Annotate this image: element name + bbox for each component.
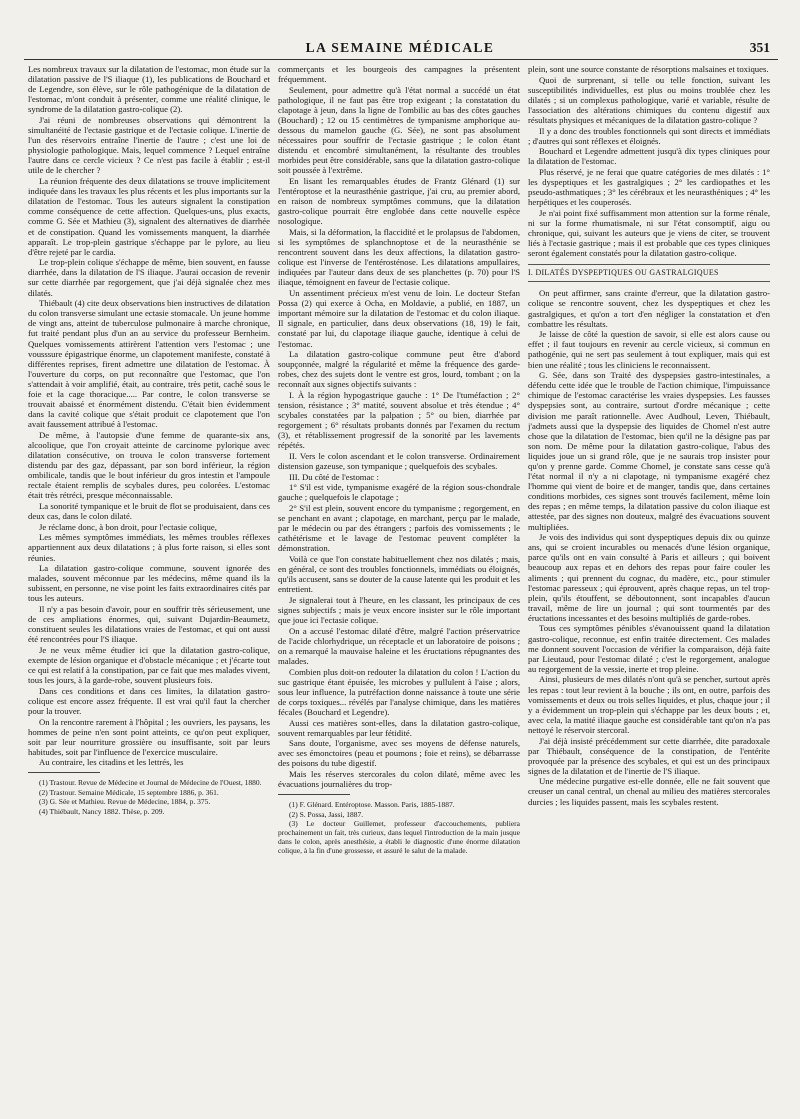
paragraph: commerçants et les bourgeois des campagnes la présentent fréquemment. (278, 64, 520, 85)
paragraph: Ainsi, plusieurs de mes dilatés n'ont qu'à se pencher, surtout après les repas : tout leur revient à la bouche ; ils ont, en outre, parfois des vomissements et deux ou trois selles liquides, et plus, chaque jour ; il y a évidemment un trop-plein qui s'échappe par les deux bouts ; et, avec cela, la matité iliaque gauche est considérable tant qu'on n'a pas nettoyé le réservoir stercoral. (528, 674, 770, 735)
paragraph: Je laisse de côté la question de savoir, si elle est alors cause ou effet ; il faut toujours en revenir au cercle vicieux, si commun en pathogénie, qui ne sert pas seulement à tout expliquer, mais qui est bien une réalité ; tous les cliniciens le reconnaissent. (528, 329, 770, 370)
paragraph: Il y a donc des troubles fonctionnels qui sont directs et immédiats ; d'autres qui sont réflexes et éloignés. (528, 125, 770, 146)
header-rule (24, 59, 778, 60)
paragraph: J'ai déjà insisté précédemment sur cette diarrhée, dite paradoxale par Thiébault, conséquence de la constipation, de l'entérite provoquée par la présence des scybales, et qui est un des principaux signes de la dilatation et de l'inertie de l'S iliaque. (528, 735, 770, 776)
paragraph: J'ai réuni de nombreuses observations qui démontrent la simultanéité de l'ectasie gastrique et de l'ectasie colique. L'inertie de l'un des réservoirs entraîne l'inertie de l'autre ; c'est une loi de physiologie pathologique. Mais, lequel commence ? Lequel entraîne l'autre dans ce cercle vicieux ? Ce n'est pas facile à établir ; est-il utile de le chercher ? (28, 114, 270, 176)
section-heading: I. DILATÉS DYSPEPTIQUES OU GASTRALGIQUES (528, 264, 770, 282)
footnote: (3) G. Sée et Mathieu. Revue de Médecine, 1884, p. 375. (39, 797, 211, 807)
footnote-rule (28, 772, 100, 773)
paragraph: Thiébault (4) cite deux observations bien instructives de dilatation du colon transverse simulant une ectasie stomacale. Un jeune homme de vingt ans, atteint de tuberculose pulmonaire à marche chronique, fut traité pendant plus d'un an au service du professeur Bernheim. Quelques vomissements attirèrent l'attention vers l'estomac ; une vousssure épigastrique énorme, un clapotement manifeste, constaté à différentes reprises, firent admettre une dilatation de l'estomac. À l'ouverture du corps, on put reconnaître que l'estomac, que l'on s'attendait à voir amplifié, était, au contraire, très petit, caché sous le foie et la cage thoracique..... Par contre, le colon transverse se trouvait abaissé et énormément distendu. C'était bien évidemment dans la cavité colique que s'était produit ce clapotement que l'on avait faussement attribué à l'estomac. (28, 298, 270, 430)
column-1-body (28, 64, 270, 767)
paragraph: La dilatation gastro-colique commune, souvent ignorée des malades, souvent méconnue par les médecins, même quand ils la subissent, en personne, ne vise point les faits extraordinaires cités par tous les auteurs. (28, 563, 270, 604)
paragraph: La dilatation gastro-colique commune peut être d'abord soupçonnée, malgré la régularité et même la fréquence des garde-robes, chez des sujets dont le ventre est gros, lourd, tombant ; on la reconnaît aux signes objectifs suivants : (278, 349, 520, 390)
footnote: (4) Thiébault, Nancy 1882. Thèse, p. 209. (39, 806, 165, 816)
footnote: (1) F. Glénard. Entéroptose. Masson. Paris, 1885-1887. (289, 800, 455, 810)
column-1 (28, 64, 270, 1104)
paragraph: On la rencontre rarement à l'hôpital ; les ouvriers, les paysans, les hommes de peine n'en sont point atteints, ce qu'on peut expliquer, soit par leur nourriture grossière ou insuffisante, soit par leurs habitudes, soit par l'influence de l'exercice musculaire. (28, 716, 270, 757)
paragraph: Seulement, pour admettre qu'à l'état normal a succédé un état pathologique, il ne faut pas être trop exigeant ; la constatation du clapotage à jeun, dans la ligne de l'ombilic au bas des côtes gauches (Bouchard) ; 12 ou 15 centimètres de tympanisme amphorique au-dessous du mamelon gauche (G. Sée), ne sont pas absolument nécessaires pour souffrir de l'ectasie gastrique ; le colon étant distendu et encombré simultanément, la résultante des troubles morbides peut être considérable, sans que la dilatation gastro-colique soit poussée à l'extrême. (278, 84, 520, 176)
page-number: 351 (749, 40, 770, 55)
paragraph: La sonorité tympanique et le bruit de flot se produisaient, dans ces deux cas, dans le colon dilaté. (28, 501, 270, 522)
paragraph: Combien plus doit-on redouter la dilatation du colon ! L'action du suc gastrique étant épuisée, les microbes y pullulent à l'aise ; alors, sous leur influence, la putréfaction donne naissance à toute une série de corps toxiques... révélés par l'analyse chimique, dans les matières fécales (Bouchard et Legendre). (278, 666, 520, 717)
paragraph: Voilà ce que l'on constate habituellement chez nos dilatés ; mais, en général, ce sont des troubles fonctionnels, immédiats ou éloignés, qu'ils accusent, sans se douter de la cause latente qui les produit et les entretient. (278, 554, 520, 595)
paragraph: Plus réservé, je ne ferai que quatre catégories de mes dilatés : 1° les dyspeptiques et les gastralgiques ; 2° les cardiopathes et les pseudo-asthmatiques ; 3° les cérébraux et les neurasthéniques ; 4° les herpétiques et les couperosés. (528, 166, 770, 208)
paragraph: G. Sée, dans son Traité des dyspepsies gastro-intestinales, a défendu cette idée que le trouble de l'action chimique, l'impuissance chimique de l'estomac caractérise les vraies dyspepsies. Les fausses dyspepsies sont, au contraire, surtout d'ordre mécanique ; cette division me paraît rationnelle. Avec Audhoul, Leven, Thiébault, j'admets aussi que la dyspepsie des liquides de Chomel n'est autre chose que la dilatation de l'estomac, bien qu'il ne la désigne pas par son nom. De même pour la dilatation gastro-colique, l'abus des liquides joue un si grand rôle, que je ne saurais trop insister pour qu'on y prenne garde. Comme Chomel, je constate sans cesse qu'à l'état normal il n'y a ni clapotage, ni tympanisme exagéré chez l'homme qui vient de boire et de manger, tandis que, dans certaines conditions morbides, ces signes sont trouvés facilement, même loin des repas ; en même temps, la dilatation passive du colon iliaque est attestée, par des signes non douteux, malgré des évacuations souvent multipliées. (528, 370, 770, 532)
footnotes (28, 778, 270, 816)
column-2 (278, 64, 520, 1104)
paragraph: III. Du côté de l'estomac : (289, 471, 379, 482)
paragraph: Je ne veux même étudier ici que la dilatation gastro-colique, exempte de lésion organique et d'obstacle mécanique ; et j'écarte tout ce qui est relatif à la constipation, par ce fait que mes malades vivent, tous les jours, à la garde-robe, souvent plusieurs fois. (28, 644, 270, 686)
paragraph: Une médecine purgative est-elle donnée, elle ne fait souvent que creuser un canal central, un chenal au milieu des matières stercorales durcies ; les liquides passent, mais les scybales restent. (528, 776, 770, 807)
paragraph: Sans doute, l'organisme, avec ses moyens de défense naturels, avec ses émonctoires (peau et poumons ; foie et reins), se débarrasse des poisons du tube digestif. (278, 738, 520, 769)
paragraph: Quoi de surprenant, si telle ou telle fonction, suivant les susceptibilités individuelles, est plus ou moins troublée chez les dilatés ; si un complexus pathologique, varié et variable, résulte de l'association des altérations chimiques du contenu digestif aux résultats physiques et mécaniques de la dilatation gastro-colique ? (528, 74, 770, 125)
paragraph: Tous ces symptômes pénibles s'évanouissent quand la dilatation gastro-colique, reconnue, est enfin traitée directement. Ces malades me donnent souvent l'occasion de vérifier la comparaison, déjà faite par Lieutaud, pour l'estomac dilaté ; c'est le regorgement, analogue au regorgement de la vessie, inerte et trop pleine. (528, 623, 770, 674)
paragraph: Je réclame donc, à bon droit, pour l'ectasie colique, (39, 521, 217, 532)
paragraph: II. Vers le colon ascendant et le colon transverse. Ordinairement distension gazeuse, son tympanique ; quelquefois des scybales. (278, 451, 520, 472)
column-2-body (278, 64, 520, 789)
footnote: (1) Trastour. Revue de Médecine et Journal de Médecine de l'Ouest, 1880. (39, 778, 262, 788)
paragraph: On peut affirmer, sans crainte d'erreur, que la dilatation gastro-colique se rencontre souvent, chez les dyspeptiques et chez les gastralgiques, et qu'on a tort d'en négliger la constatation et d'en combattre les résultats. (528, 288, 770, 329)
journal-title: LA SEMAINE MÉDICALE (305, 40, 495, 55)
paragraph: Je signalerai tout à l'heure, en les classant, les principaux de ces signes subjectifs ; mais je veux encore insister sur le rôle important que joue ici l'ectasie colique. (278, 594, 520, 626)
paragraph: Je vois des individus qui sont dyspeptiques depuis dix ou quinze ans, qui se croient incurables ou menacés d'une lésion organique, parce qu'ils ont en vain consulté à Paris et ailleurs ; qui boivent beaucoup aux repas et en dehors des repas pour faire couler les aliments ; qui prennent du cognac, du madère, etc., pour stimuler l'estomac paresseux ; qui éprouvent, après chaque repas, un tel trop-plein, qu'ils étouffent, se déboutonnent, sont incapables d'aucun travail, même de lire un journal ; qui sont tourmentés par des éructations incessantes et des besoins multipliés de garde-robes. (528, 532, 770, 623)
paragraph: Je n'ai point fixé suffisamment mon attention sur la forme rénale, ni sur la forme rhumatismale, ni sur l'état consomptif, aigu ou chronique, qui, suivant les auteurs que je viens de citer, se trouvent liés à l'ectasie gastrique ; mais il est probable que ces types cliniques seront également constatés pour la dilatation gastro-colique. (528, 207, 770, 259)
paragraph: En lisant les remarquables études de Frantz Glénard (1) sur l'entéroptose et la neurasthénie gastrique, j'ai cru, au premier abord, en raison de nombreux symptômes communs, que la dilatation gastro-colique pourrait être englobée dans cette nouvelle espèce nosologique. (278, 176, 520, 227)
footnote-rule (278, 794, 350, 795)
paragraph: Le trop-plein colique s'échappe de même, bien souvent, en fausse diarrhée, dans la dilatation de l'S iliaque. J'aurai occasion de revenir sur cette diarrhée par regorgement, que j'ai déjà signalée chez mes dilatés. (28, 257, 270, 298)
paragraph: De même, à l'autopsie d'une femme de quarante-six ans, alcoolique, que l'on croyait atteinte de carcinome pylorique avec dilatation consécutive, on trouva le colon transverse fortement distendu par des gaz, dépassant, par son bord inférieur, la région ombilicale, tandis que le bout inférieur du gros intestin et l'ampoule rectale étaient remplis de scybales dures, peu colorées. L'estomac était très rétréci, presque méconnaissable. (28, 429, 270, 501)
footnotes (278, 800, 520, 855)
paragraph: I. À la région hypogastrique gauche : 1° De l'tuméfaction ; 2° tension, résistance ; 3° matité, souvent absolue et très étendue ; 4° scybales constatées par la palpation ; 5° ou bien, diarrhée par regorgement ; 6° résultats probants donnés par l'examen du rectum (3), et rétablissement progressif de la sonorité par les lavements répétés. (278, 390, 520, 451)
paragraph: 2° S'il est plein, souvent encore du tympanisme ; regorgement, en se penchant en avant ; clapotage, en marchant, perçu par le malade, par le médecin ou par des étrangers ; parfois des vomissements ; le cathétérisme et le lavage de l'estomac peuvent compléter la démonstration. (278, 503, 520, 554)
paragraph: La réunion fréquente des deux dilatations se trouve implicitement indiquée dans les travaux les plus récents et les plus importants sur la dilatation de l'estomac. Tous les auteurs signalent la constipation comme conséquence de cette affection. Quelques-uns, plus exacts, comme G. Sée et Mathieu (3), signalent des alternatives de diarrhée et de constipation. Quand les vomissements manquent, la diarrhée apparaît. Le trop-plein gastrique s'échappe par le pylore, au lieu d'être rejeté par le cardia. (28, 176, 270, 257)
paragraph: Il n'y a pas besoin d'avoir, pour en souffrir très sérieusement, une de ces ampliations énormes, qui, suivant Dujardin-Beaumetz, constituent seules les dilatations vraies de l'estomac, et qui ont aussi été rencontrées pour l'S iliaque. (28, 603, 270, 645)
paragraph: Les mêmes symptômes immédiats, les mêmes troubles réflexes appartiennent aux deux dilatations ; à plus forte raison, si elles sont réunies. (28, 532, 270, 563)
paragraph: Au contraire, les citadins et les lettrés, les (39, 757, 184, 768)
paragraph: Bouchard et Legendre admettent jusqu'à dix types cliniques pour la dilatation de l'estomac. (528, 146, 770, 167)
paragraph: plein, sont une source constante de résorptions malsaines et toxiques. (528, 64, 769, 74)
footnote: (2) Trastour. Semaine Médicale, 15 septembre 1886, p. 361. (39, 787, 219, 797)
paragraph: Les nombreux travaux sur la dilatation de l'estomac, mon étude sur la dilatation passive de l'S iliaque (1), les publications de Bouchard et de Legendre, son élève, sur le rôle pathogénique de la dilatation de l'estomac, m'ont conduit à présenter, comme une réalité clinique, le syndrome de la dilatation gastro-colique (2). (28, 64, 270, 115)
column-3 (528, 64, 770, 1104)
paragraph: Un assentiment précieux m'est venu de loin. Le docteur Stefan Possa (2) qui exerce à Ocha, en Moldavie, a publié, en 1887, un important mémoire sur la dilatation de l'estomac et du colon iliaque. Il signale, en particulier, dans deux observations (18, 19) le fait, constaté par lui, du clapotage iliaque gauche, identique à celui de l'estomac. (278, 288, 520, 349)
footnote: (2) S. Possa, Jassi, 1887. (289, 809, 364, 819)
paragraph: 1° S'il est vide, tympanisme exagéré de la région sous-chondrale gauche ; quelquefois le clapotage ; (278, 482, 520, 503)
footnote: (3) Le docteur Guillemet, professeur d'accouchements, publiera prochainement un fait, très curieux, dans lequel l'introduction de la main jusque dans le colon, après anesthésie, a établi le diagnostic d'une énorme dilatation colique, à la fin d'une grossesse, et assuré le salut de la malade. (278, 819, 520, 856)
paragraph: Mais, si la déformation, la flaccidité et le prolapsus de l'abdomen, si les symptômes de splanchnoptose et de la neurasthénie se rencontrent souvent dans les deux affections, la dilatation gastro-colique est l'inverse de l'entérosténose. Les dilatations ampullaires, indiquées par l'auteur dans deux de ses planchettes (p. 70) pour l'S iliaque, témoignent en faveur de l'ectasie colique. (278, 227, 520, 288)
paragraph: On a accusé l'estomac dilaté d'être, malgré l'action préservatrice de l'acide chlorhydrique, un réceptacle et un laboratoire de poisons ; on a remarqué la mauvaise haleine et les éructations répugnantes des malades. (278, 625, 520, 666)
paragraph: Mais les réserves stercorales du colon dilaté, même avec les évacuations journalières du trop- (278, 768, 520, 790)
paragraph: Aussi ces matières sont-elles, dans la dilatation gastro-colique, souvent remarquables par leur fétidité. (278, 717, 520, 738)
paragraph: Dans ces conditions et dans ces limites, la dilatation gastro-colique est encore assez fréquente. Il est vrai qu'il faut la chercher pour la trouver. (28, 685, 270, 716)
